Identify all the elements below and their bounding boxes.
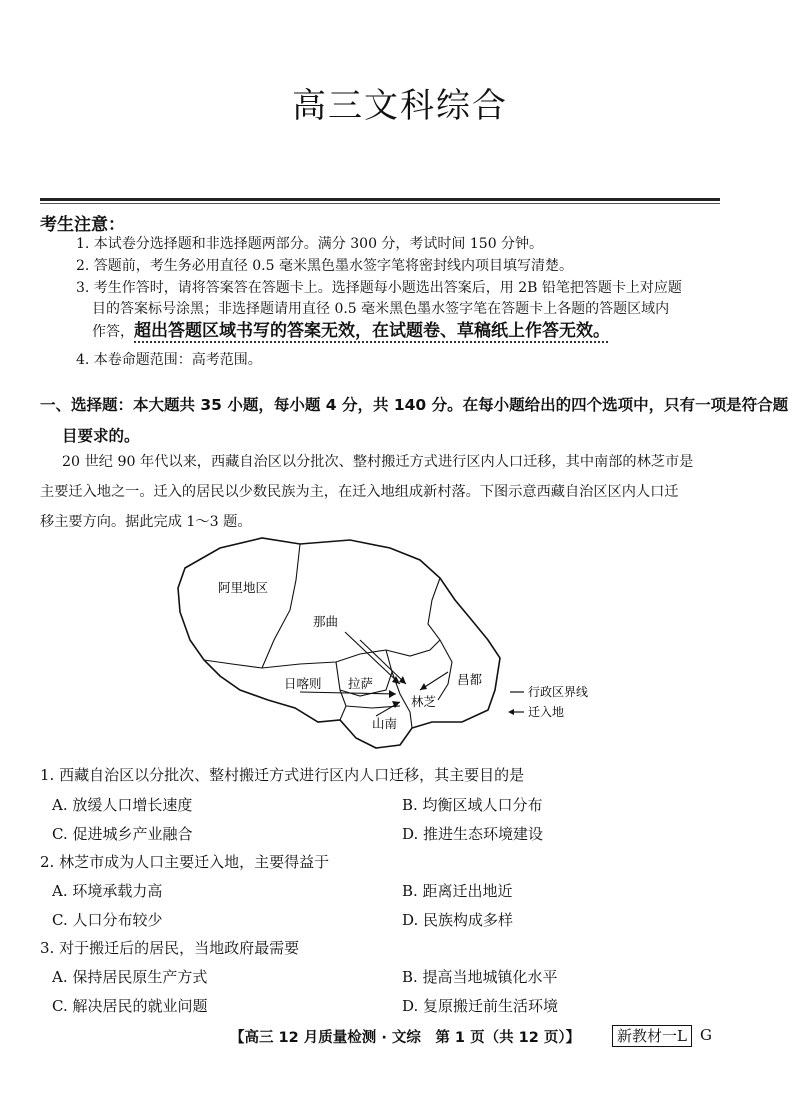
notice-item-prefix: 作答，: [92, 324, 134, 340]
boundary-ali-shigatse: [204, 660, 262, 668]
legend-arrow-label: 迁入地: [528, 705, 565, 719]
region-label-lhasa: 拉萨: [348, 676, 374, 691]
boundary-shigatse-shannan: [340, 690, 346, 720]
question-3-option-d: D. 复原搬迁前生活环境: [402, 997, 559, 1015]
question-1-option-a: A. 放缓人口增长速度: [52, 796, 193, 814]
passage-line: 移主要方向。据此完成 1～3 题。: [40, 514, 252, 530]
edition-mark: G: [700, 1026, 712, 1044]
section-heading-cont: 目要求的。: [62, 427, 140, 445]
boundary-ali-nagqu: [262, 544, 300, 668]
question-1-option-d: D. 推进生态环境建设: [402, 825, 544, 843]
map-outline: [178, 538, 500, 748]
passage-line: 主要迁入地之一。迁入的居民以少数民族为主，在迁入地组成新村落。下图示意西藏自治区区内人口迁: [40, 484, 679, 500]
region-label-shigatse: 日喀则: [284, 676, 322, 691]
section-heading: 一、选择题：本大题共 35 小题，每小题 4 分，共 140 分。在每小题给出的四个选项中，只有一项是符合题: [40, 396, 789, 414]
boundary-nagqu-south: [262, 640, 440, 668]
legend-boundary-label: 行政区界线: [528, 685, 589, 699]
header-rule-thin: [40, 203, 720, 204]
tibet-migration-map: [0, 530, 800, 760]
legend-arrow-head: [508, 709, 514, 715]
passage-line: 20 世纪 90 年代以来，西藏自治区以分批次、整村搬迁方式进行区内人口迁移，其中南部的林芝市是: [62, 454, 694, 470]
region-label-ali: 阿里地区: [218, 580, 269, 595]
arrow-head: [389, 690, 396, 698]
question-1-option-c: C. 促进城乡产业融合: [52, 825, 193, 843]
question-3-option-c: C. 解决居民的就业问题: [52, 997, 208, 1015]
question-3-option-b: B. 提高当地城镇化水平: [402, 968, 558, 986]
question-1-stem: 1. 西藏自治区以分批次、整村搬迁方式进行区内人口迁移，其主要目的是: [40, 766, 525, 784]
notice-item: 4. 本卷命题范围：高考范围。: [76, 352, 262, 368]
notice-item: [92, 321, 610, 342]
question-3-stem: 3. 对于搬迁后的居民，当地政府最需要: [40, 939, 300, 957]
question-2-option-d: D. 民族构成多样: [402, 911, 514, 929]
boundary-chamdo: [428, 578, 452, 700]
region-label-nyingchi: 林芝: [411, 694, 437, 709]
question-1-option-b: B. 均衡区域人口分布: [402, 796, 543, 814]
notice-item: 2. 答题前，考生务必用直径 0.5 毫米黑色墨水签字笔将密封线内项目填写清楚。: [76, 258, 573, 274]
question-3-option-a: A. 保持居民原生产方式: [52, 968, 208, 986]
region-label-chamdo: 昌都: [457, 672, 483, 687]
question-2-option-a: A. 环境承载力高: [52, 882, 163, 900]
question-2-option-b: B. 距离迁出地近: [402, 882, 513, 900]
notice-item: 3. 考生作答时，请将答案答在答题卡上。选择题每小题选出答案后，用 2B 铅笔把答题卡上对应题: [76, 280, 682, 296]
header-rule: [40, 198, 720, 201]
notice-heading: 考生注意：: [40, 215, 125, 235]
arrow-head: [399, 676, 406, 684]
page-footer: 【高三 12 月质量检测 · 文综 第 1 页（共 12 页）】: [230, 1030, 581, 1046]
question-2-option-c: C. 人口分布较少: [52, 911, 163, 929]
notice-item: 1. 本试卷分选择题和非选择题两部分。满分 300 分，考试时间 150 分钟。: [76, 236, 544, 252]
notice-item: 目的答案标号涂黑；非选择题请用直径 0.5 毫米黑色墨水签字笔在答题卡上各题的答题区域内: [92, 301, 670, 317]
region-label-nagqu: 那曲: [313, 614, 339, 629]
edition-badge: 新教材一L: [612, 1025, 692, 1047]
notice-emphasis: 超出答题区域书写的答案无效，在试题卷、草稿纸上作答无效。: [134, 321, 610, 341]
region-label-shannan: 山南: [372, 716, 398, 731]
question-2-stem: 2. 林芝市成为人口主要迁入地，主要得益于: [40, 853, 330, 871]
page-title: 高三文科综合: [292, 86, 508, 126]
